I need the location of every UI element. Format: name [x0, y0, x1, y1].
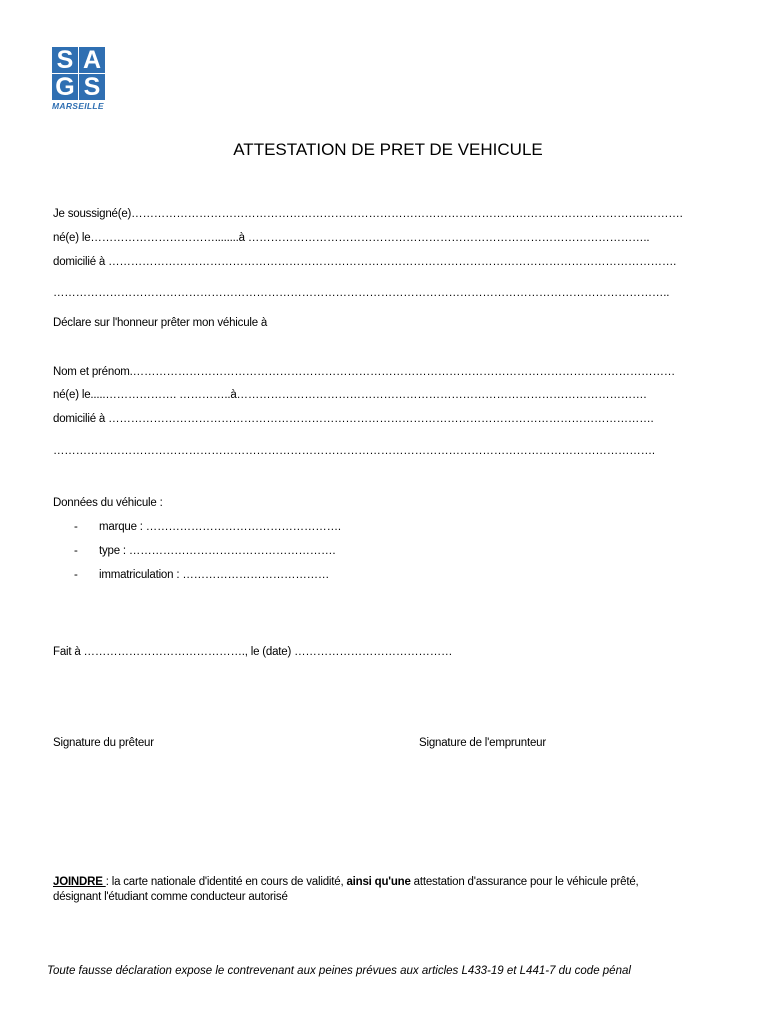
sags-logo — [52, 47, 108, 111]
legal-footer: Toute fausse déclaration expose le contrevenant aux peines prévues aux articles L433-19 et L441-7 du code pénal — [47, 965, 631, 977]
lender-address-line: domicilié à ……………………………………………………………………………………………………………………………………. — [53, 256, 677, 268]
borrower-address-line: domicilié à ………………………………………………………………………………………………………………………………. — [53, 413, 654, 425]
vehicle-brand-line: marque : ……………………………………………. — [99, 521, 341, 533]
declaration-text: Déclare sur l'honneur prêter mon véhicule à — [53, 317, 268, 329]
list-bullet: - — [74, 569, 78, 581]
attachment-label: JOINDRE — [53, 876, 106, 888]
list-bullet: - — [74, 521, 78, 533]
place-date-line: Fait à ……………………………………., le (date) …………………………………… — [53, 646, 453, 658]
logo-letter: S — [79, 74, 105, 100]
list-bullet: - — [74, 545, 78, 557]
document-title: ATTESTATION DE PRET DE VEHICULE — [233, 140, 543, 159]
logo-letter: G — [52, 74, 78, 100]
logo-letter: S — [52, 47, 78, 73]
lender-signature-label: Signature du prêteur — [53, 737, 154, 749]
vehicle-heading: Données du véhicule : — [53, 497, 163, 509]
lender-birth-line: né(e) le……………………………........à …………………………………………………………………………………………….. — [53, 232, 650, 244]
attachment-emphasis: ainsi qu'une — [346, 876, 411, 888]
attachment-note — [53, 876, 639, 888]
lender-address-line-2: ……………………………………………………………………………………………………………………………………………….. — [53, 287, 670, 299]
borrower-signature-label: Signature de l'emprunteur — [419, 737, 546, 749]
attachment-text: : la carte nationale d'identité en cours de validité, — [105, 876, 347, 888]
vehicle-type-line: type : ………………………………………………. — [99, 545, 336, 557]
logo-letters — [52, 47, 108, 100]
attachment-text-rest: attestation d'assurance pour le véhicule prêté, — [410, 876, 639, 888]
borrower-name-line: Nom et prénom.……………………………………………………………………………………………………………………………… — [53, 366, 676, 378]
logo-subtitle: MARSEILLE — [52, 101, 104, 111]
attachment-note-line-2: désignant l'étudiant comme conducteur autorisé — [53, 891, 288, 903]
vehicle-registration-line: immatriculation : ………………………………… — [99, 569, 330, 581]
borrower-birth-line: né(e) le.....………………. …………..à………………………………………………………………………………………………. — [53, 389, 647, 401]
lender-name-line: Je soussigné(e)………………………………………………………………………………………………………………………..………. — [53, 208, 683, 220]
logo-letter: A — [79, 47, 105, 73]
borrower-address-line-2: ……………………………………………………………………………………………………………………………………………. — [53, 445, 655, 457]
